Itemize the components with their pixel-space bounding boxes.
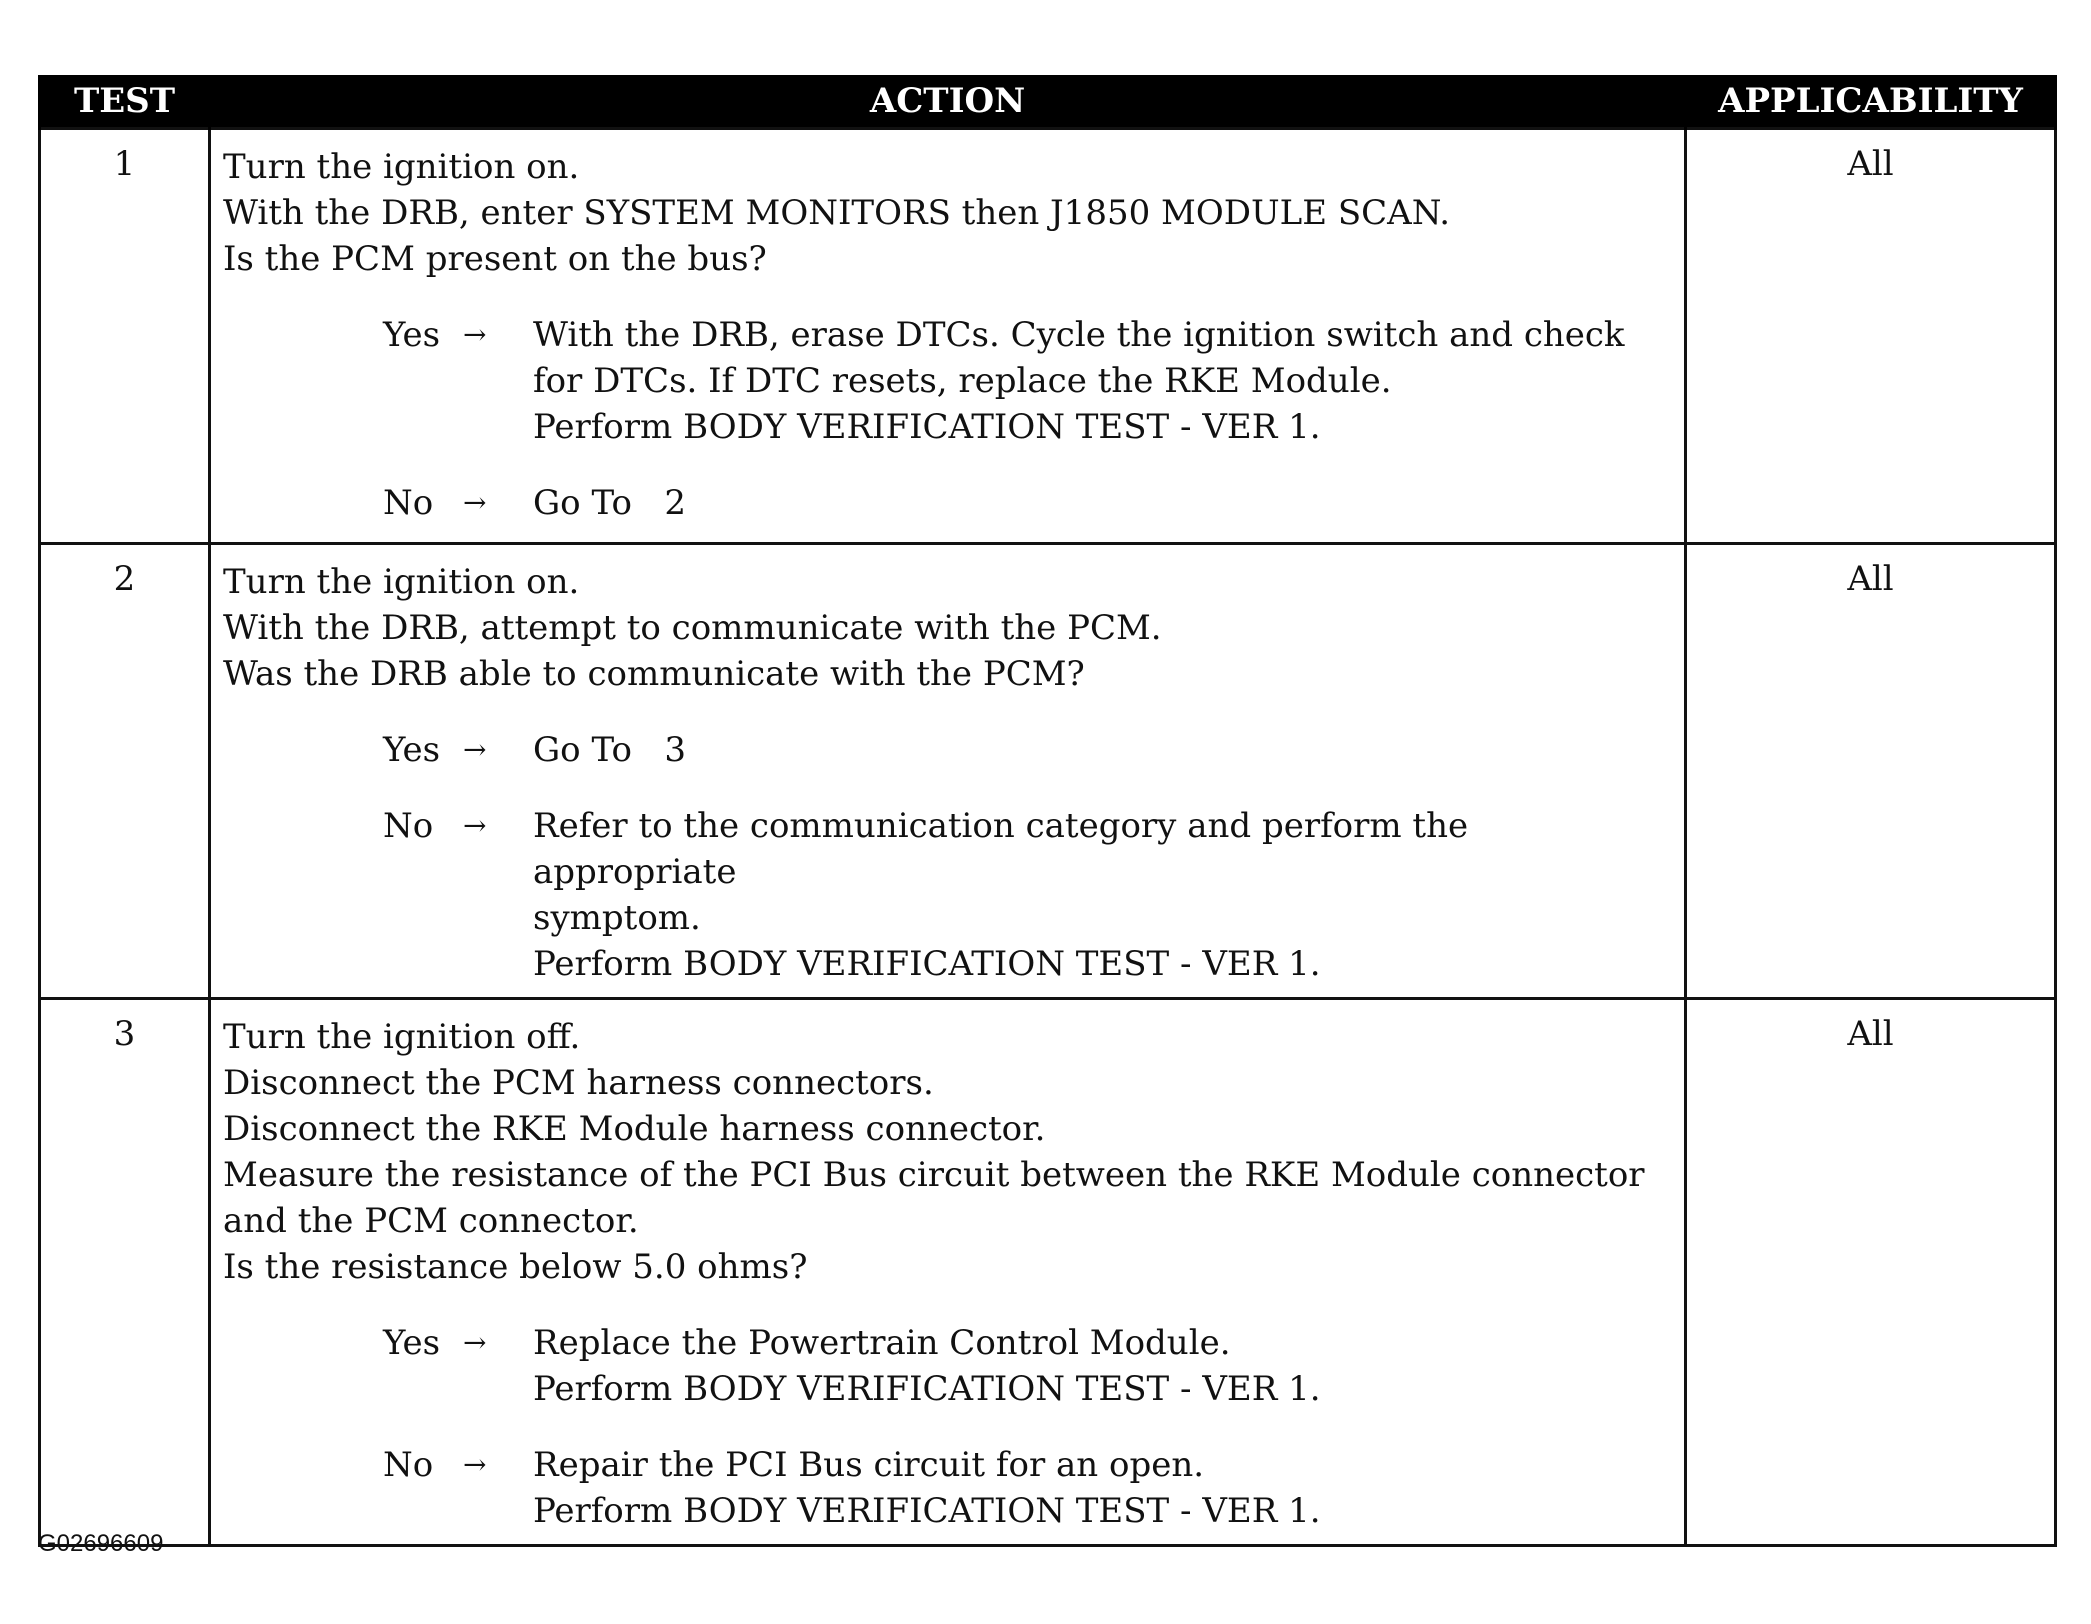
yes-result: [533, 1320, 1676, 1412]
header-action: ACTION: [210, 75, 1686, 129]
action-step: Is the PCM present on the bus?: [223, 239, 767, 279]
yes-outcome: [383, 312, 1676, 450]
result-line: With the DRB, erase DTCs. Cycle the ignition switch and check: [533, 315, 1625, 355]
header-applicability: APPLICABILITY: [1686, 75, 2056, 129]
result-line: Perform BODY VERIFICATION TEST - VER 1.: [533, 1369, 1321, 1409]
no-label: No: [383, 1445, 434, 1485]
result-line: Replace the Powertrain Control Module.: [533, 1323, 1231, 1363]
right-arrow-icon: →: [463, 486, 487, 519]
action-step: With the DRB, attempt to communicate with the PCM.: [223, 608, 1162, 648]
yes-label: Yes: [383, 315, 441, 355]
yes-outcome: [383, 727, 1676, 773]
yes-label: Yes: [383, 1323, 441, 1363]
yes-result: [533, 312, 1676, 450]
result-line: Go To 3: [533, 730, 686, 770]
test-number: 2: [40, 544, 210, 999]
no-result: [533, 480, 1676, 526]
action-step: Is the resistance below 5.0 ohms?: [223, 1247, 808, 1287]
no-result: [533, 1442, 1676, 1534]
yes-label: Yes: [383, 730, 441, 770]
action-cell: [210, 129, 1686, 544]
header-test: TEST: [40, 75, 210, 129]
right-arrow-icon: →: [463, 1326, 487, 1359]
action-step: Measure the resistance of the PCI Bus circuit between the RKE Module connector: [223, 1155, 1645, 1195]
action-step: Turn the ignition on.: [223, 147, 580, 187]
result-line: Refer to the communication category and perform the appropriate: [533, 806, 1469, 892]
no-outcome: [383, 480, 1676, 526]
yes-result: [533, 727, 1676, 773]
result-line: Perform BODY VERIFICATION TEST - VER 1.: [533, 407, 1321, 447]
table-header-row: [40, 75, 2056, 129]
right-arrow-icon: →: [463, 318, 487, 351]
applicability-value: All: [1686, 129, 2056, 544]
result-line: Perform BODY VERIFICATION TEST - VER 1.: [533, 944, 1321, 984]
result-line: Repair the PCI Bus circuit for an open.: [533, 1445, 1205, 1485]
action-cell: [210, 999, 1686, 1546]
test-number: 1: [40, 129, 210, 544]
applicability-value: All: [1686, 999, 2056, 1546]
right-arrow-icon: →: [463, 809, 487, 842]
action-step: Turn the ignition on.: [223, 562, 580, 602]
no-label: No: [383, 483, 434, 523]
yes-outcome: [383, 1320, 1676, 1412]
right-arrow-icon: →: [463, 1448, 487, 1481]
no-outcome: [383, 803, 1676, 987]
action-step: Disconnect the RKE Module harness connector.: [223, 1109, 1046, 1149]
result-line: symptom.: [533, 898, 701, 938]
result-line: Go To 2: [533, 483, 686, 523]
diagnostic-test-table: [38, 75, 2057, 1547]
table-row: [40, 544, 2056, 999]
action-step: With the DRB, enter SYSTEM MONITORS then J1850 MODULE SCAN.: [223, 193, 1451, 233]
result-line: for DTCs. If DTC resets, replace the RKE Module.: [533, 361, 1392, 401]
action-step: Was the DRB able to communicate with the PCM?: [223, 654, 1085, 694]
action-step: Disconnect the PCM harness connectors.: [223, 1063, 934, 1103]
no-outcome: [383, 1442, 1676, 1534]
applicability-value: All: [1686, 544, 2056, 999]
test-number: 3: [40, 999, 210, 1546]
table-row: [40, 999, 2056, 1546]
figure-code: G02696609: [38, 1530, 164, 1557]
right-arrow-icon: →: [463, 733, 487, 766]
no-result: [533, 803, 1676, 987]
no-label: No: [383, 806, 434, 846]
action-step: Turn the ignition off.: [223, 1017, 581, 1057]
action-cell: [210, 544, 1686, 999]
result-line: Perform BODY VERIFICATION TEST - VER 1.: [533, 1491, 1321, 1531]
action-step: and the PCM connector.: [223, 1201, 639, 1241]
table-row: [40, 129, 2056, 544]
